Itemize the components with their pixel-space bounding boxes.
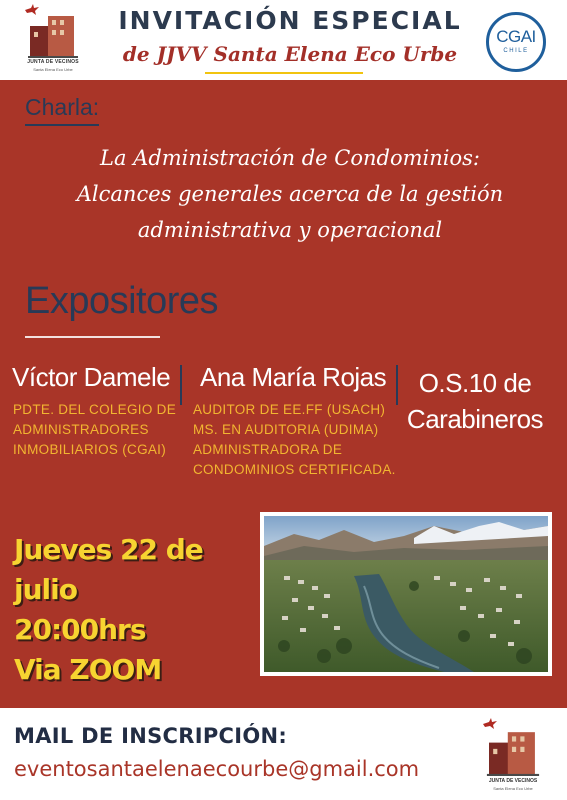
logo-caption: JUNTA DE VECINOS [488, 778, 538, 784]
speaker-divider [396, 365, 398, 405]
mail-label: MAIL DE INSCRIPCIÓN: [14, 724, 288, 748]
aerial-photo-frame [260, 512, 552, 676]
event-details [14, 530, 264, 690]
footer [0, 708, 567, 800]
header [0, 0, 567, 80]
speaker-3-line: O.S.10 de [418, 368, 532, 398]
subtitle-underline [205, 72, 363, 74]
role-line: AUDITOR DE EE.FF (USACH) [193, 402, 386, 417]
cgai-logo-text: CGAI [496, 27, 536, 46]
role-line: ADMINISTRADORA DE [193, 442, 343, 457]
speaker-2-role [193, 400, 396, 480]
role-line: CONDOMINIOS CERTIFICADA. [193, 462, 396, 477]
talk-title-line: La Administración de Condominios: [100, 146, 480, 170]
junta-de-vecinos-logo-footer [478, 712, 548, 798]
building-icon [28, 12, 78, 58]
page-subtitle: de JJVV Santa Elena Eco Urbe [122, 42, 458, 66]
speaker-2-name: Ana María Rojas [200, 362, 387, 392]
logo-caption: JUNTA DE VECINOS [27, 59, 79, 65]
building-icon [486, 728, 540, 776]
logo-subcaption: Santa Elena Eco Urbe [33, 67, 73, 72]
event-platform: Via ZOOM [14, 653, 162, 686]
talk-title [40, 140, 540, 248]
cgai-logo [486, 12, 546, 72]
cgai-logo-subtext: CHILE [503, 48, 529, 54]
talk-title-line: Alcances generales acerca de la gestión [76, 182, 504, 206]
speaker-1-role [13, 400, 176, 460]
expositores-heading: Expositores [25, 280, 219, 322]
speaker-divider [180, 365, 182, 405]
role-line: INMOBILIARIOS (CGAI) [13, 442, 167, 457]
event-time: 20:00hrs [14, 613, 146, 646]
page-title: INVITACIÓN ESPECIAL [118, 6, 462, 35]
speaker-3-line: Carabineros [406, 404, 544, 434]
junta-de-vecinos-logo [18, 4, 88, 78]
logo-subcaption: Santa Elena Eco Urbe [493, 786, 533, 791]
speaker-3-name [402, 365, 548, 437]
aerial-landscape-photo [264, 516, 548, 672]
event-date: Jueves 22 de julio [14, 533, 203, 606]
expositores-underline [25, 336, 160, 338]
role-line: ADMINISTRADORES [13, 422, 149, 437]
charla-label: Charla: [25, 94, 100, 120]
role-line: PDTE. DEL COLEGIO DE [13, 402, 177, 417]
talk-title-line: administrativa y operacional [137, 218, 443, 242]
speaker-1-name: Víctor Damele [12, 362, 171, 392]
charla-underline [25, 124, 99, 126]
mail-address-link[interactable]: eventosantaelenaecourbe@gmail.com [14, 757, 420, 781]
role-line: MS. EN AUDITORIA (UDIMA) [193, 422, 379, 437]
main-panel [0, 80, 567, 708]
